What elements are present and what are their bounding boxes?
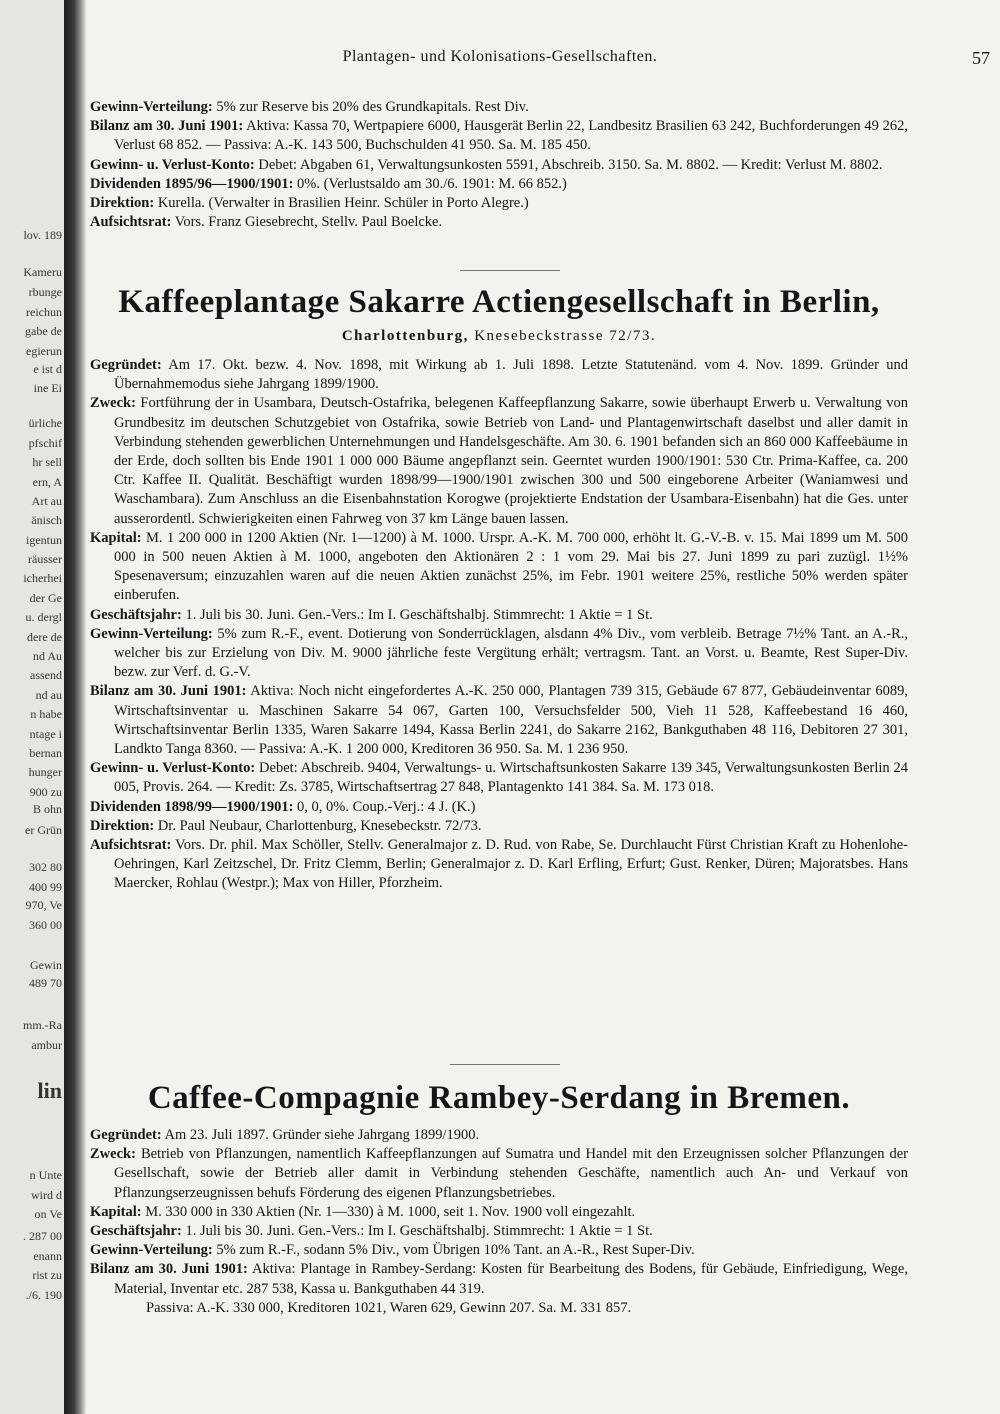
facing-page-line: bernan [29, 746, 62, 760]
entry-paragraph: Bilanz am 30. Juni 1901: Aktiva: Noch nicht eingefordertes A.-K. 250 000, Plantagen 739 315, Gebäude 67 877, Gebäudeinventar 6089, Wirtschaftsinventar u. Maschinen Sakarre 54 067, Garten 100, Versuchsfelder 500, Vieh 11 528, Kaffeebestand 16 460, Wirtschaftsinventar Berlin 1335, Waren Sakarre 1494, Kassa Berlin 2241, do Sakarre 2162, Bankguthaben 48 116, Debitoren 27 301, Landkto Tanga 8360. — Passiva: A.-K. 1 200 000, Kreditoren 36 950. Sa. M. 1 236 950. [90, 683, 908, 758]
entry-paragraph: Gewinn- u. Verlust-Konto: Debet: Abgaben 61, Verwaltungsunkosten 5591, Abschreib. 3150. Sa. M. 8802. — Kredit: Verlust M. 8802. [90, 156, 883, 173]
facing-page-line: mm.-Ra [23, 1018, 62, 1032]
facing-page-line: 400 99 [29, 880, 62, 894]
entry-body-sakarre [90, 356, 908, 894]
facing-page-line: dere de [27, 630, 62, 644]
entry-paragraph: Dividenden 1898/99—1900/1901: 0, 0, 0%. Coup.-Verj.: 4 J. (K.) [90, 798, 476, 815]
facing-page-line: ntage i [29, 727, 62, 741]
facing-page-line: gabe de [25, 324, 62, 338]
separator-rule [450, 1064, 560, 1065]
entry-paragraph: Gewinn- u. Verlust-Konto: Debet: Abschreib. 9404, Verwaltungs- u. Wirtschaftsunkosten Sakarre 139 345, Verwaltungsunkosten Berlin 24 005, Provis. 264. — Kredit: Zs. 3785, Wirtschaftsertrag 27 848, Plantagenkto 141 384. Sa. M. 173 018. [90, 760, 908, 796]
facing-page-line: u. dergl [25, 610, 62, 624]
facing-page-line: icherhei [23, 571, 62, 585]
entry-body-rambey-serdang [90, 1126, 908, 1318]
facing-page-line: hunger [28, 765, 62, 779]
facing-page-line: lov. 189 [23, 228, 62, 242]
facing-page-line: 489 70 [29, 976, 62, 990]
running-head: Plantagen- und Kolonisations-Gesellschaften. [342, 48, 658, 65]
document-page [90, 0, 990, 1414]
previous-entry-continuation [90, 98, 908, 232]
facing-page-line: Gewin [30, 958, 62, 972]
facing-page-line: on Ve [34, 1207, 62, 1221]
entry-paragraph: Gegründet: Am 17. Okt. bezw. 4. Nov. 1898, mit Wirkung ab 1. Juli 1898. Letzte Statutenänd. vom 4. Nov. 1899. Gründer und Übernahmemodus siehe Jahrgang 1899/1900. [90, 357, 908, 393]
facing-page-line: igentun [26, 533, 62, 547]
entry-paragraph: Bilanz am 30. Juni 1901: Aktiva: Kassa 70, Wertpapiere 6000, Hausgerät Berlin 22, Landbesitz Brasilien 63 242, Buchforderungen 49 262, Verlust 68 852. — Passiva: A.-K. 143 500, Buchschulden 41 950. Sa. M. 185 450. [90, 118, 909, 154]
facing-page-line: reichun [26, 305, 62, 319]
entry-paragraph: Gewinn-Verteilung: 5% zur Reserve bis 20% des Grundkapitals. Rest Div. [90, 99, 529, 115]
facing-page-line: ambur [31, 1038, 62, 1052]
facing-page-line: n habe [30, 707, 62, 721]
entry-paragraph: Zweck: Betrieb von Pflanzungen, namentlich Kaffeepflanzungen auf Sumatra und Handel mit den Erzeugnissen solcher Pflanzungen der Gesellschaft, sowie der Betrieb aller damit in Verbindung stehenden Geschäfte, namentlich auch An- und Verkauf von Pflanzungserzeugnissen behufs Förderung des eigenen Pflanzungsbetriebes. [90, 1146, 908, 1201]
entry-paragraph: Dividenden 1895/96—1900/1901: 0%. (Verlustsaldo am 30./6. 1901: M. 66 852.) [90, 175, 567, 192]
entry-paragraph: Direktion: Dr. Paul Neubaur, Charlottenburg, Knesebeckstr. 72/73. [90, 817, 482, 834]
entry-paragraph: Zweck: Fortführung der in Usambara, Deutsch-Ostafrika, belegenen Kaffeepflanzung Sakarre, sowie überhaupt Erwerb u. Verwaltung von Grundbesitz im deutschen Schutzgebiet von Ostafrika, sowie Betrieb von Land- und Plantagenwirtschaft daselbst und aller damit in Verbindung stehenden gewerblichen Unternehmungen und Handelsgeschäfte. Am 30. 6. 1901 befanden sich an 860 000 Kaffeebäume in der Erde, doch sollten bis Ende 1901 1 000 000 Bäume angepflanzt sein. Geerntet wurden 1900/1901: 530 Ctr. Prima-Kaffee, ca. 200 Ctr. Kaffee II. Qualität. Beschäftigt wurden 1898/99—1900/1901 zwischen 300 und 500 eingeborene Arbeiter (Waniamwesi und Waschambara). Zum Anschluss an die Eisenbahnstation Korogwe (projektierte Endstation der Usambara-Eisenbahn) hat die Ges. unter ausserordentl. Schwierigkeiten einen Fahrweg von 37 km Länge bauen lassen. [90, 395, 909, 527]
facing-page-line: 302 80 [29, 860, 62, 874]
facing-page-line: änisch [31, 513, 62, 527]
facing-page-line: ine Ei [33, 381, 62, 395]
facing-page-line: pfschif [28, 436, 62, 450]
facing-page-line: rbunge [28, 285, 62, 299]
entry-paragraph: Kapital: M. 330 000 in 330 Aktien (Nr. 1—330) à M. 1000, seit 1. Nov. 1900 voll eingezahlt. [90, 1203, 636, 1220]
facing-page-line: er Grün [25, 823, 62, 837]
facing-page-line: ern, A [32, 475, 62, 489]
facing-page-line: n Unte [29, 1168, 62, 1182]
facing-page-line: wird d [31, 1188, 62, 1202]
facing-page-line: ./6. 190 [25, 1288, 62, 1302]
entry-paragraph: Gewinn-Verteilung: 5% zum R.-F., sodann 5% Div., vom Übrigen 10% Tant. an A.-R., Rest Super-Div. [90, 1242, 695, 1259]
entry-title-rambey-serdang: Caffee-Compagnie Rambey-Serdang in Bremen. [147, 1080, 851, 1116]
entry-paragraph: Geschäftsjahr: 1. Juli bis 30. Juni. Gen.-Vers.: Im I. Geschäftshalbj. Stimmrecht: 1 Aktie = 1 St. [90, 1223, 653, 1240]
entry-paragraph: Aufsichtsrat: Vors. Dr. phil. Max Schöller, Stellv. Generalmajor z. D. Rud. von Rabe, Se. Durchlaucht Fürst Christian Kraft zu Hohenlohe-Oehringen, Karl Zeitzschel, Dr. Fritz Clemm, Berlin; Generalmajor z. D. Karl Erfling, Erfurt; Gust. Renker, Düren; Majoratsbes. Hans Maercker, Rohlau (Westpr.); Max von Hiller, Pforzheim. [90, 837, 908, 892]
entry-subtitle-address: Charlottenburg, Knesebeckstrasse 72/73. [341, 328, 657, 344]
facing-page-line: e ist d [33, 362, 62, 376]
facing-page-line: 900 zu [29, 785, 62, 799]
facing-page-line: Kameru [23, 265, 62, 279]
facing-page-line: enann [33, 1249, 62, 1263]
facing-page-line: räusser [28, 552, 62, 566]
facing-page-line: B ohn [32, 802, 62, 816]
entry-paragraph: Aufsichtsrat: Vors. Franz Giesebrecht, Stellv. Paul Boelcke. [90, 214, 443, 231]
facing-page-line: Art au [31, 494, 62, 508]
facing-page-line: . 287 00 [23, 1229, 62, 1243]
page-number: 57 [972, 48, 990, 68]
facing-page-line: nd Au [32, 649, 62, 663]
entry-paragraph: Geschäftsjahr: 1. Juli bis 30. Juni. Gen.-Vers.: Im I. Geschäftshalbj. Stimmrecht: 1 Aktie = 1 St. [90, 606, 653, 623]
book-spine-shadow [64, 0, 86, 1414]
facing-page-line: 360 00 [29, 918, 62, 932]
entry-paragraph: Bilanz am 30. Juni 1901: Aktiva: Plantage in Rambey-Serdang: Kosten für Bearbeitung des Bodens, für Gebäude, Einfriedigung, Wege, Material, Inventar etc. 287 538, Kassa u. Bankguthaben 44 319. [90, 1261, 908, 1297]
entry-paragraph: Gewinn-Verteilung: 5% zum R.-F., event. Dotierung von Sonderrücklagen, alsdann 4% Div., vom verbleib. Betrage 7½% Tant. an A.-R., welcher bis zur Erzielung von Div. M. 9000 jährliche feste Vergütung erhält; vertragsm. Tant. an Vorst. u. Beamte, Rest Super-Div. bezw. zur Verf. d. G.-V. [90, 625, 909, 681]
facing-page-line: egierun [26, 344, 62, 358]
entry-title-sakarre: Kaffeeplantage Sakarre Actiengesellschaft in Berlin, [118, 284, 880, 320]
facing-page-line: lin [37, 1078, 62, 1103]
facing-page-line: nd au [35, 688, 62, 702]
separator-rule [460, 270, 560, 271]
facing-page-line: rist zu [32, 1268, 62, 1282]
passiva-line: Passiva: A.-K. 330 000, Kreditoren 1021, Waren 629, Gewinn 207. Sa. M. 331 857. [146, 1299, 632, 1316]
entry-paragraph: Gegründet: Am 23. Juli 1897. Gründer siehe Jahrgang 1899/1900. [90, 1127, 480, 1143]
facing-page-line: ürliche [28, 416, 62, 430]
facing-page-line: assend [30, 668, 62, 682]
facing-page-line: hr sell [32, 455, 62, 469]
facing-page-fragment [0, 0, 64, 1414]
facing-page-line: der Ge [29, 591, 62, 605]
entry-paragraph: Direktion: Kurella. (Verwalter in Brasilien Heinr. Schüler in Porto Alegre.) [90, 195, 529, 212]
facing-page-line: 970, Ve [25, 898, 62, 912]
entry-paragraph: Kapital: M. 1 200 000 in 1200 Aktien (Nr. 1—1200) à M. 1000. Urspr. A.-K. M. 700 000, erhöht lt. G.-V.-B. v. 15. Mai 1899 um M. 500 000 in 500 neuen Aktien à M. 1000, angeboten den Aktionären 2 : 1 vom 29. Mai bis 27. Juni 1899 zu pari zuzügl. 1½% Spesenaversum; einzuzahlen waren auf die neuen Aktien zunächst 25%, im Febr. 1901 weitere 25%, restliche 50% werden später einberufen. [90, 529, 909, 604]
